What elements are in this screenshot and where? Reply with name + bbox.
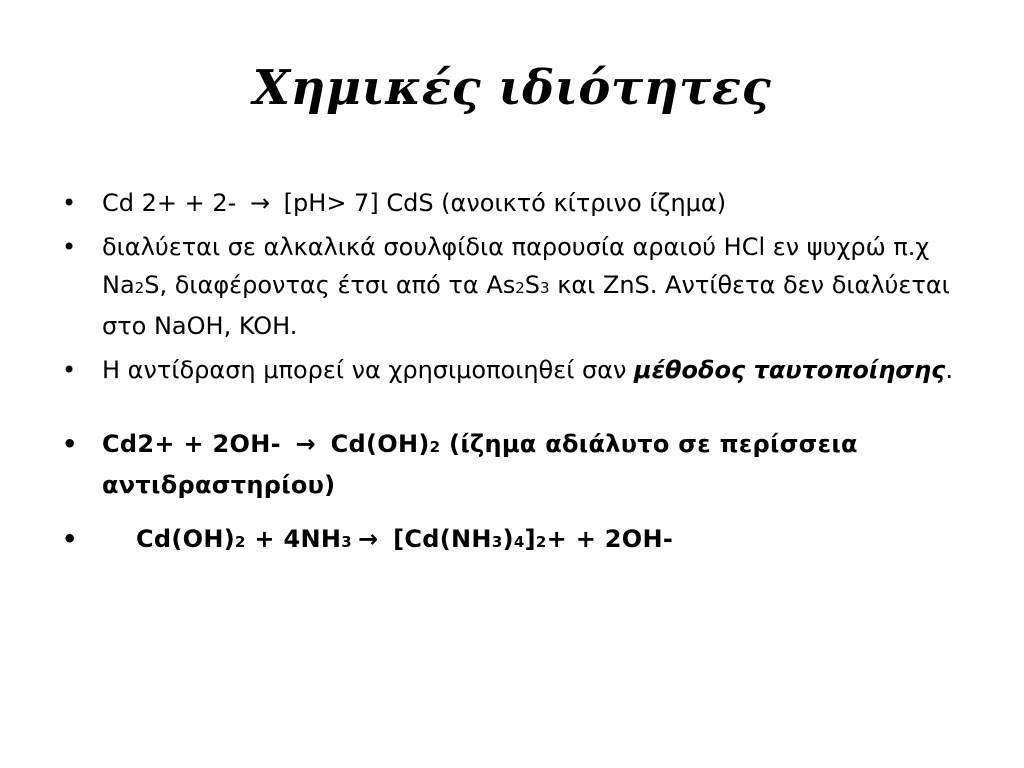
bullet-list bbox=[60, 184, 960, 561]
bullet-text: και ZnS. Αντίθετα δεν διαλύεται στο NaOH, KOH. bbox=[102, 271, 950, 340]
bullet-text: Cd 2+ + 2- bbox=[102, 189, 244, 217]
bullet-item-solubility bbox=[60, 228, 960, 345]
bullet-text: S bbox=[524, 271, 541, 299]
bullet-text: [pH> 7] CdS (ανοικτό κίτρινο ίζημα) bbox=[276, 189, 727, 217]
bullet-text: + + 2OH- bbox=[546, 525, 674, 553]
bullet-dot-icon: • bbox=[62, 525, 78, 553]
bullet-text: Η αντίδραση μπορεί να χρησιμοποιηθεί σαν bbox=[102, 356, 635, 384]
subscript: 2 bbox=[515, 279, 525, 297]
bullet-item-ammine-complex bbox=[60, 520, 960, 561]
bullet-text: (ίζημα αδιάλυτο σε περίσσεια αντιδραστηρίου) bbox=[102, 430, 858, 499]
bullet-dot-icon: • bbox=[62, 430, 78, 458]
bullet-item-hydroxide bbox=[60, 425, 960, 504]
bullet-text: . bbox=[945, 356, 953, 384]
bullet-text: [Cd(NH bbox=[384, 525, 492, 553]
bullet-text: ] bbox=[524, 525, 536, 553]
bullet-dot-icon: • bbox=[62, 356, 77, 384]
reaction-arrow-icon: → bbox=[249, 189, 271, 217]
bullet-text: Cd(OH) bbox=[136, 525, 236, 553]
subscript: 2 bbox=[535, 533, 547, 551]
bullet-text: S, διαφέροντας έτσι από τα As bbox=[144, 271, 516, 299]
bullet-text: ) bbox=[502, 525, 514, 553]
bullet-text: Cd(OH) bbox=[321, 430, 430, 458]
bullet-text: διαλύεται σε αλκαλικά σουλφίδια παρουσία αραιού HCl εν ψυχρώ π.χ Na bbox=[102, 233, 930, 299]
bullet-item-identification bbox=[60, 351, 960, 389]
subscript: 2 bbox=[235, 533, 246, 551]
bullet-dot-icon: • bbox=[62, 189, 77, 217]
subscript: 3 bbox=[540, 279, 550, 297]
subscript: 3 bbox=[341, 533, 353, 551]
reaction-arrow-icon: → bbox=[358, 525, 379, 553]
slide-title: Χημικές ιδιότητες bbox=[252, 60, 772, 116]
bullet-text: Cd2+ + 2OH- bbox=[102, 430, 290, 458]
subscript: 2 bbox=[429, 438, 441, 456]
subscript: 2 bbox=[134, 279, 145, 297]
bullet-dot-icon: • bbox=[62, 233, 77, 261]
subscript: 3 bbox=[491, 533, 503, 551]
emphasis-text: μέθοδος ταυτοποίησης bbox=[634, 356, 946, 384]
reaction-arrow-icon: → bbox=[295, 430, 316, 458]
subscript: 4 bbox=[513, 533, 525, 551]
bullet-text: + 4NH bbox=[245, 525, 342, 553]
bullet-item-cds bbox=[60, 184, 960, 222]
